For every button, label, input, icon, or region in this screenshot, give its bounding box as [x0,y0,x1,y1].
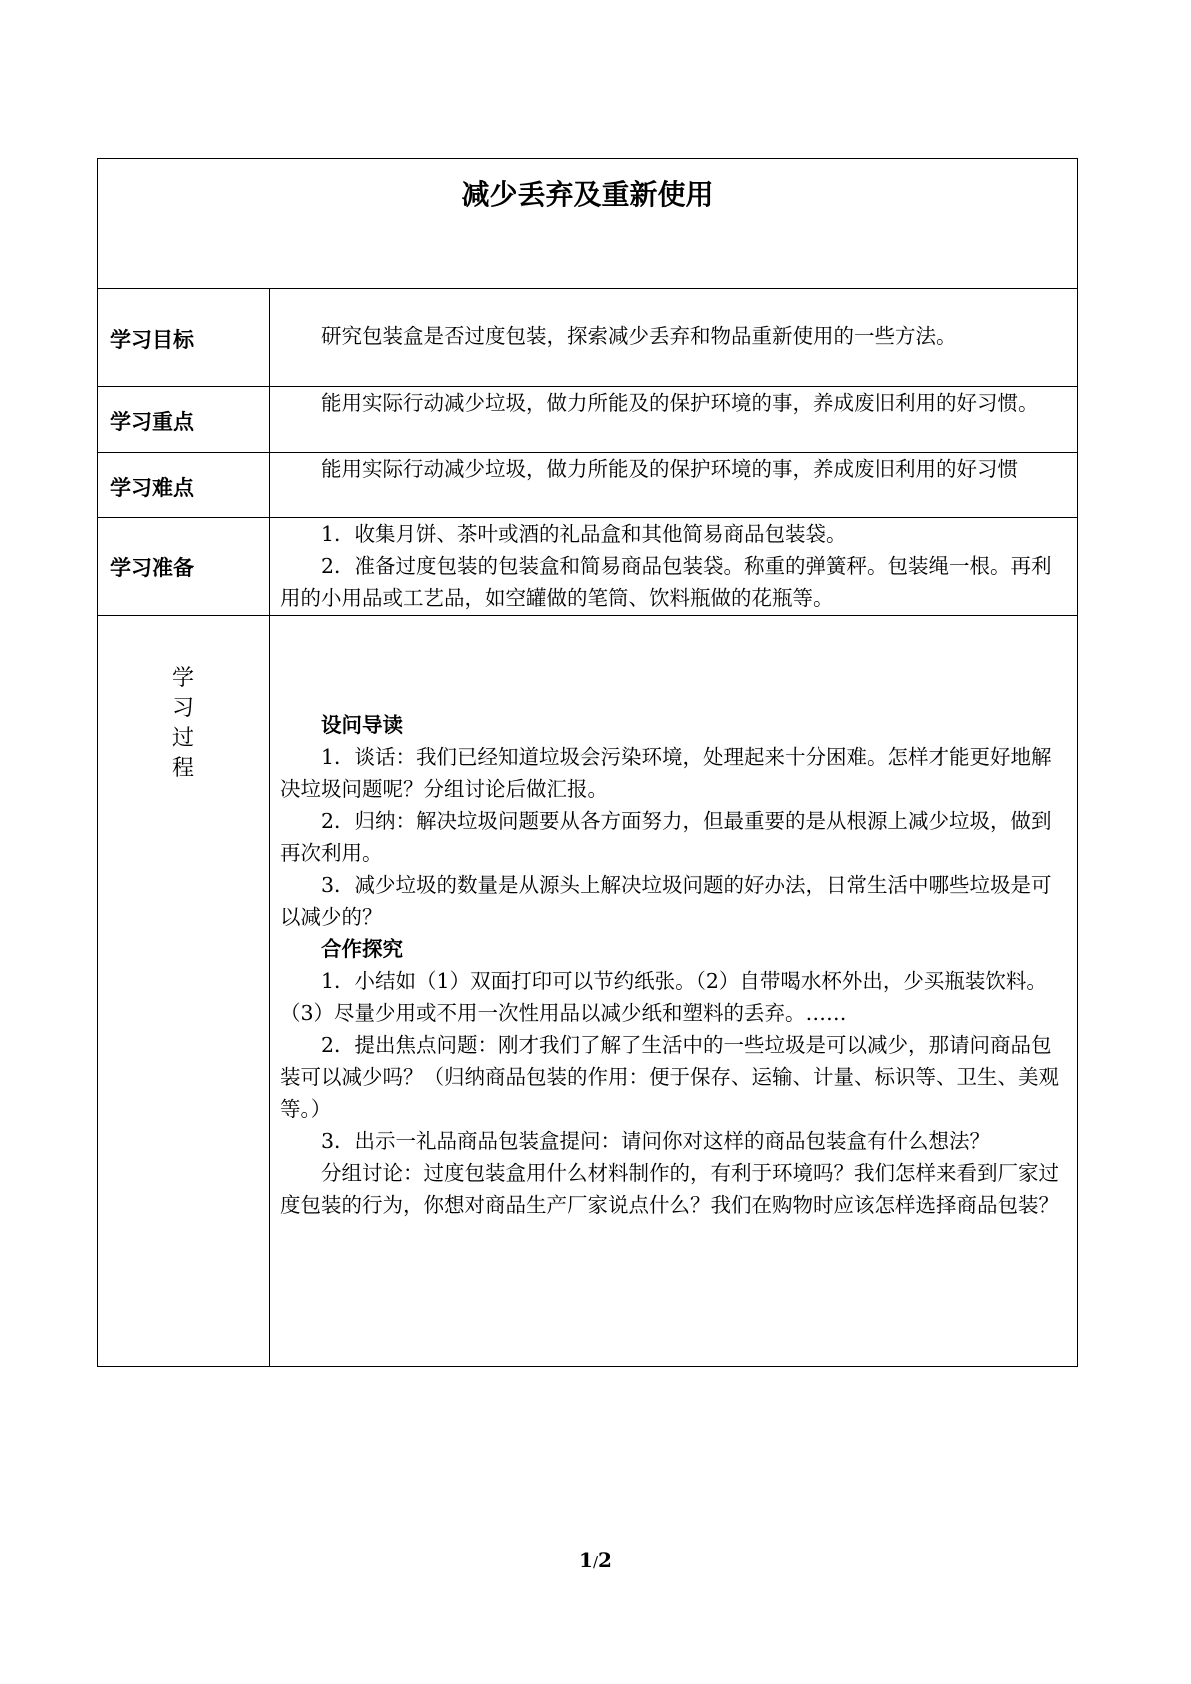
process-label [170,664,196,784]
process-paragraph: 1．小结如（1）双面打印可以节约纸张。（2）自带喝水杯外出，少买瓶装饮料。（3）尽量少用或不用一次性用品以减少纸和塑料的丢弃。…… [280,969,1047,1025]
process-paragraph: 1．谈话：我们已经知道垃圾会污染环境，处理起来十分困难。怎样才能更好地解决垃圾问题呢？分组讨论后做汇报。 [280,745,1052,801]
difficulty-content-cell [270,453,1077,517]
difficulty-label: 学习难点 [110,476,194,500]
page-title: 减少丢弃及重新使用 [461,178,714,211]
difficulty-row [98,453,1077,518]
total-pages: 2 [598,1548,612,1572]
process-paragraph: 2．归纳：解决垃圾问题要从各方面努力，但最重要的是从根源上减少垃圾，做到再次利用。 [280,809,1052,865]
current-page: 1 [579,1548,593,1572]
focus-content-cell [270,387,1077,452]
goal-label-cell [98,289,270,386]
goal-row [98,289,1077,387]
difficulty-text: 能用实际行动减少垃圾，做力所能及的保护环境的事，养成废旧利用的好习惯 [321,457,1018,481]
difficulty-label-cell [98,453,270,517]
goal-label: 学习目标 [110,328,194,352]
process-paragraph: 2．提出焦点问题：刚才我们了解了生活中的一些垃圾是可以减少，那请问商品包装可以减少吗？（归纳商品包装的作用：便于保存、运输、计量、标识等、卫生、美观等。） [280,1033,1059,1121]
page-number [0,1548,1191,1572]
process-label-char: 过 [171,726,194,751]
preparation-item: 1．收集月饼、茶叶或酒的礼品盒和其他简易商品包装袋。 [321,522,847,546]
process-label-char: 习 [171,696,194,721]
focus-label-cell [98,387,270,452]
title-row [98,159,1077,289]
process-paragraph: 3．减少垃圾的数量是从源头上解决垃圾问题的好办法，日常生活中哪些垃圾是可以减少的？ [280,873,1052,929]
process-row [98,616,1077,1366]
section-heading: 设问导读 [321,713,403,737]
section-heading: 合作探究 [321,937,403,961]
process-content-cell [270,616,1077,1366]
focus-label: 学习重点 [110,410,194,434]
process-paragraph: 3．出示一礼品商品包装盒提问：请问你对这样的商品包装盒有什么想法？ [321,1129,991,1153]
process-label-char: 学 [171,666,194,691]
goal-text: 研究包装盒是否过度包装，探索减少丢弃和物品重新使用的一些方法。 [321,324,957,348]
preparation-label: 学习准备 [110,556,194,580]
process-label-cell [98,616,270,1366]
focus-text: 能用实际行动减少垃圾，做力所能及的保护环境的事，养成废旧利用的好习惯。 [321,391,1039,415]
page-separator: / [592,1553,599,1571]
preparation-item: 2．准备过度包装的包装盒和简易商品包装袋。称重的弹簧秤。包装绳一根。再利用的小用品或工艺品，如空罐做的笔筒、饮料瓶做的花瓶等。 [280,554,1052,610]
goal-content-cell [270,289,1077,386]
preparation-content-cell [270,518,1077,615]
process-label-char: 程 [171,756,194,781]
preparation-label-cell [98,518,270,615]
process-paragraph: 分组讨论：过度包装盒用什么材料制作的，有利于环境吗？我们怎样来看到厂家过度包装的行为，你想对商品生产厂家说点什么？我们在购物时应该怎样选择商品包装？ [280,1161,1059,1217]
focus-row [98,387,1077,453]
lesson-table [97,158,1078,1367]
preparation-row [98,518,1077,616]
